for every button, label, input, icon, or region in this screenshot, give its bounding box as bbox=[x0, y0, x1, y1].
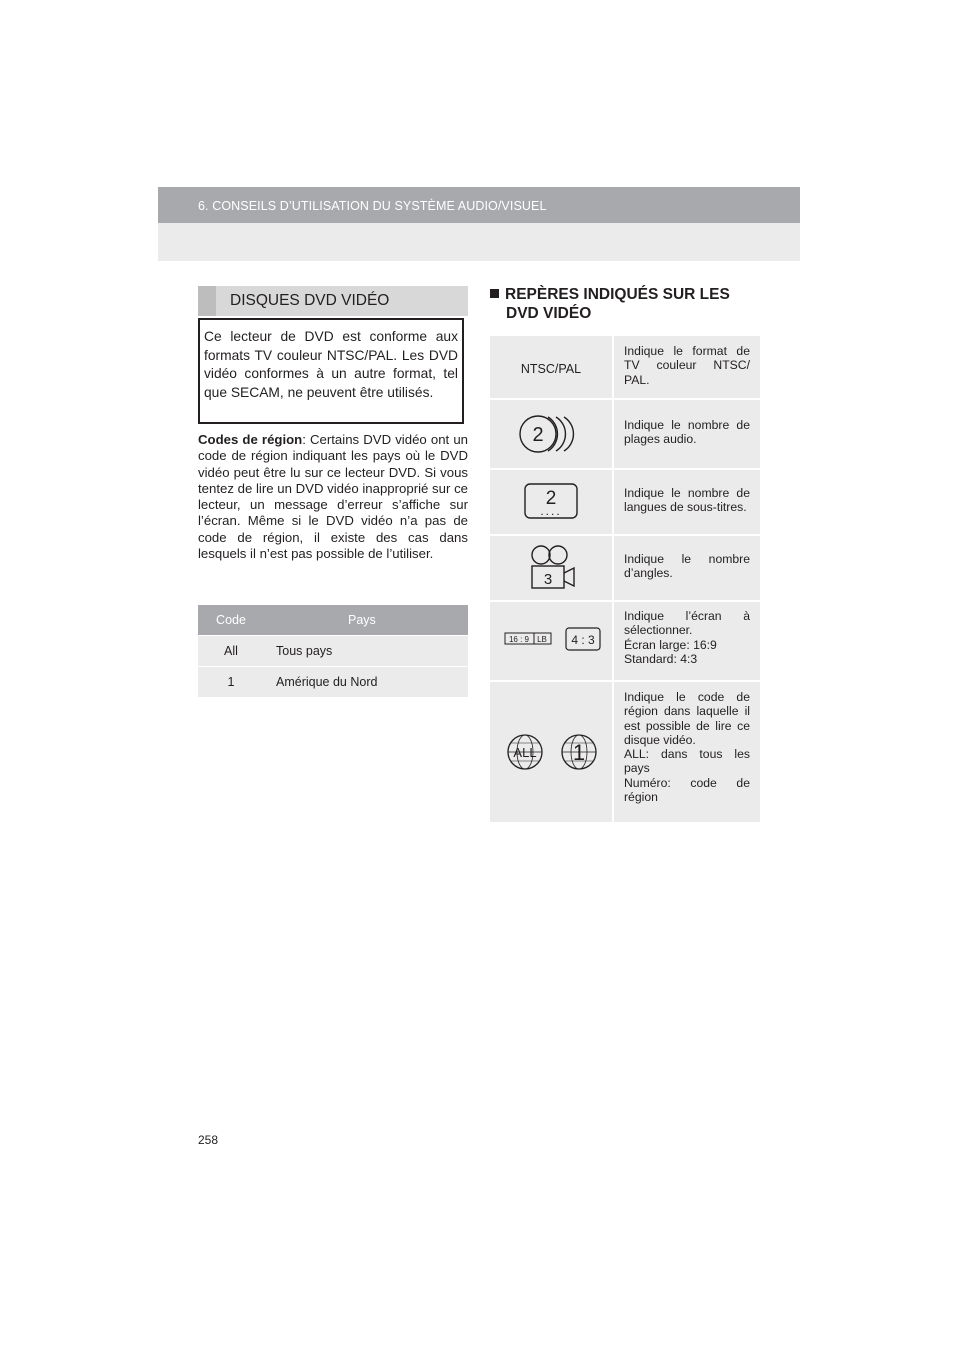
region-paragraph bbox=[198, 432, 468, 562]
subtitle-count: 2 bbox=[545, 488, 557, 509]
header-code: Code bbox=[216, 613, 246, 627]
table-row bbox=[490, 600, 760, 680]
page-header bbox=[158, 187, 800, 261]
symbol-cell bbox=[490, 602, 614, 680]
row-code: All bbox=[224, 644, 238, 658]
description-cell bbox=[624, 400, 760, 455]
table-row bbox=[490, 534, 760, 600]
row-pays: Amérique du Nord bbox=[276, 675, 378, 689]
table-row bbox=[490, 398, 760, 468]
symbol-cell bbox=[490, 470, 614, 534]
table-row bbox=[198, 666, 468, 697]
description-line: Indique le format de TV couleur NTSC/ PAL. bbox=[624, 344, 750, 387]
header-title: 6. CONSEILS D’UTILISATION DU SYSTÈME AUDIO/VISUEL bbox=[198, 199, 547, 213]
symbol-cell bbox=[490, 682, 614, 822]
marks-table bbox=[490, 336, 760, 822]
description-cell bbox=[624, 336, 760, 395]
section-heading bbox=[198, 286, 468, 316]
standard-ratio-label: 4 : 3 bbox=[571, 633, 595, 647]
description-cell bbox=[624, 470, 760, 523]
description-line: Indique le nombre d’angles. bbox=[624, 552, 750, 581]
symbol-cell bbox=[490, 400, 614, 468]
region-globe-icon bbox=[490, 682, 612, 822]
table-row bbox=[490, 468, 760, 534]
description-cell bbox=[624, 602, 760, 674]
table-row bbox=[198, 635, 468, 666]
lb-label: LB bbox=[537, 635, 547, 644]
description-line: ALL: dans tous les pays bbox=[624, 747, 750, 776]
description-line: Indique le nombre de langues de sous-titres. bbox=[624, 486, 750, 515]
region-body: : Certains DVD vidéo ont un code de région indiquant les pays où le DVD vidéo peut être lu sur ce lecteur DVD. Si vous tentez de lire un DVD vidéo inapproprié sur ce lecteur, un message d’erreur s’affiche sur l’écran. Même si le DVD vidéo n’a pas de code de région, il existe des cas dans lesquels il n’est pas possible de l’utiliser. bbox=[198, 432, 468, 562]
description-cell bbox=[624, 536, 760, 589]
region-all-label: ALL bbox=[513, 745, 537, 760]
square-bullet-icon bbox=[490, 289, 499, 298]
notice-text: Ce lecteur de DVD est conforme aux formats TV couleur NTSC/PAL. Les DVD vidéo conformes à un autre format, tel que SECAM, ne peuvent être utilisés. bbox=[204, 329, 458, 400]
symbol-cell bbox=[490, 536, 614, 600]
description-line: Standard: 4:3 bbox=[624, 651, 698, 666]
table-row bbox=[490, 336, 760, 398]
row-pays: Tous pays bbox=[276, 644, 333, 658]
description-line: Indique le nombre de plages audio. bbox=[624, 418, 750, 447]
angle-count: 3 bbox=[543, 571, 553, 588]
audio-tracks-icon bbox=[490, 400, 612, 468]
description-line: Numéro: code de région bbox=[624, 775, 750, 805]
notice-box bbox=[198, 318, 464, 424]
screen-ratio-icon bbox=[490, 602, 612, 680]
svg-text:....: .... bbox=[540, 504, 562, 518]
description-line: Indique le code de région dans laquelle il est possible de lire ce disque vidéo. bbox=[624, 690, 750, 747]
description-line: Indique l’écran à sélectionner. bbox=[624, 609, 750, 638]
table-row bbox=[490, 680, 760, 822]
region-code-table bbox=[198, 605, 468, 697]
audio-count: 2 bbox=[532, 424, 544, 446]
section-title: DISQUES DVD VIDÉO bbox=[230, 292, 390, 309]
ntsc-pal-symbol: NTSC/PAL bbox=[520, 362, 582, 376]
description-cell bbox=[624, 682, 760, 812]
marks-heading bbox=[490, 285, 760, 323]
page-number: 258 bbox=[198, 1133, 219, 1147]
wide-ratio-label: 16 : 9 bbox=[508, 635, 530, 644]
marks-heading-line2: DVD VIDÉO bbox=[506, 305, 592, 322]
description-line: Écran large: 16:9 bbox=[624, 637, 717, 652]
header-band bbox=[158, 187, 800, 223]
table-header bbox=[198, 605, 468, 635]
header-pays: Pays bbox=[348, 613, 376, 627]
section-tab bbox=[198, 286, 216, 316]
region-label: Codes de région bbox=[198, 432, 303, 447]
angles-camera-icon bbox=[490, 536, 612, 600]
marks-heading-line1: REPÈRES INDIQUÉS SUR LES bbox=[505, 286, 730, 303]
symbol-cell bbox=[490, 336, 614, 398]
region-number-label: 1 bbox=[572, 740, 586, 765]
subtitles-icon bbox=[490, 470, 612, 534]
row-code: 1 bbox=[227, 675, 235, 689]
